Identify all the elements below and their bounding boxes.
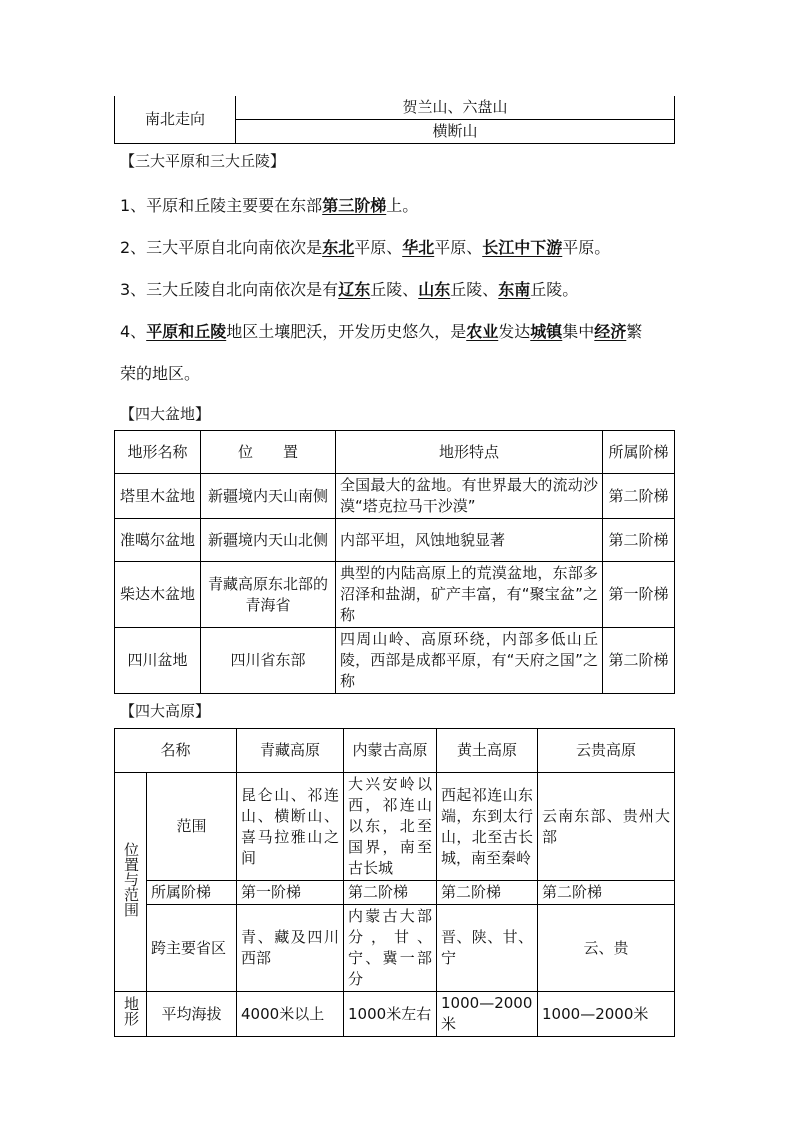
plateau-cell: 第二阶梯 xyxy=(344,881,437,905)
plateau-cell: 1000—2000米 xyxy=(538,992,675,1037)
basin-features: 内部平坦，风蚀地貌显著 xyxy=(336,519,603,562)
top-table xyxy=(114,96,675,144)
basin-features: 四周山岭、高原环绕，内部多低山丘陵，西部是成都平原，有“天府之国”之称 xyxy=(336,628,603,694)
basin-step: 第二阶梯 xyxy=(603,474,675,519)
mountain-row-1: 贺兰山、六盘山 xyxy=(236,96,675,120)
basin-location: 新疆境内天山南侧 xyxy=(201,474,336,519)
plateau-cell: 西起祁连山东端，东到太行山，北至古长城，南至秦岭 xyxy=(437,773,538,881)
plains-item-3: 3、三大丘陵自北向南依次是有辽东丘陵、山东丘陵、东南丘陵。 xyxy=(120,280,579,299)
basins-header-features: 地形特点 xyxy=(336,431,603,474)
basin-step: 第二阶梯 xyxy=(603,628,675,694)
plateau-cell: 4000米以上 xyxy=(237,992,344,1037)
basins-header-step: 所属阶梯 xyxy=(603,431,675,474)
basin-step: 第一阶梯 xyxy=(603,562,675,628)
table-row xyxy=(115,628,675,694)
table-row xyxy=(115,474,675,519)
row-label-provinces: 跨主要省区 xyxy=(147,905,237,992)
plains-item-4-line-2: 荣的地区。 xyxy=(120,364,201,383)
plateau-cell: 第二阶梯 xyxy=(437,881,538,905)
basins-header-location: 位 置 xyxy=(201,431,336,474)
table-row xyxy=(115,562,675,628)
plateau-cell: 云南东部、贵州大部 xyxy=(538,773,675,881)
table-row xyxy=(115,881,675,905)
basin-features: 全国最大的盆地。有世界最大的流动沙漠“塔克拉马干沙漠” xyxy=(336,474,603,519)
plateaus-header-qinghai-tibet: 青藏高原 xyxy=(237,729,344,773)
basin-name: 准噶尔盆地 xyxy=(115,519,201,562)
basin-step: 第二阶梯 xyxy=(603,519,675,562)
basin-name: 四川盆地 xyxy=(115,628,201,694)
basin-features: 典型的内陆高原上的荒漠盆地，东部多沼泽和盐湖，矿产丰富，有“聚宝盆”之称 xyxy=(336,562,603,628)
basin-name: 柴达木盆地 xyxy=(115,562,201,628)
plateau-cell: 第一阶梯 xyxy=(237,881,344,905)
table-row xyxy=(115,992,675,1037)
plateau-cell: 第二阶梯 xyxy=(538,881,675,905)
plateau-cell: 青、藏及四川西部 xyxy=(237,905,344,992)
plateaus-heading: 【四大高原】 xyxy=(120,702,211,720)
plateaus-header-name: 名称 xyxy=(115,729,237,773)
plateaus-table xyxy=(114,728,675,1037)
mountain-row-2: 横断山 xyxy=(236,120,675,144)
direction-label: 南北走向 xyxy=(115,96,236,144)
plateau-cell: 1000米左右 xyxy=(344,992,437,1037)
table-row xyxy=(115,773,675,881)
plateau-cell: 内蒙古大部分，甘、宁、冀一部分 xyxy=(344,905,437,992)
plateau-cell: 大兴安岭以西，祁连山以东，北至国界，南至古长城 xyxy=(344,773,437,881)
table-row xyxy=(115,905,675,992)
basin-location: 新疆境内天山北侧 xyxy=(201,519,336,562)
plateau-cell: 1000—2000米 xyxy=(437,992,538,1037)
basins-table xyxy=(114,430,675,694)
plains-hills-heading: 【三大平原和三大丘陵】 xyxy=(120,152,286,170)
plateau-cell: 云、贵 xyxy=(538,905,675,992)
basins-heading: 【四大盆地】 xyxy=(120,405,211,423)
basin-location: 青藏高原东北部的青海省 xyxy=(201,562,336,628)
group-label-location: 位置与范围 xyxy=(115,773,147,992)
plateaus-header-loess: 黄土高原 xyxy=(437,729,538,773)
basin-location: 四川省东部 xyxy=(201,628,336,694)
plateaus-header-yungui: 云贵高原 xyxy=(538,729,675,773)
plateau-cell: 晋、陕、甘、宁 xyxy=(437,905,538,992)
plateau-cell: 昆仑山、祁连山、横断山、喜马拉雅山之间 xyxy=(237,773,344,881)
row-label-step: 所属阶梯 xyxy=(147,881,237,905)
plains-item-2: 2、三大平原自北向南依次是东北平原、华北平原、长江中下游平原。 xyxy=(120,238,611,257)
plains-item-4: 4、平原和丘陵地区土壤肥沃，开发历史悠久，是农业发达城镇集中经济繁 xyxy=(120,322,643,341)
basin-name: 塔里木盆地 xyxy=(115,474,201,519)
table-row xyxy=(115,519,675,562)
plateaus-header-inner-mongolia: 内蒙古高原 xyxy=(344,729,437,773)
group-label-terrain: 地形 xyxy=(115,992,147,1037)
row-label-altitude: 平均海拔 xyxy=(147,992,237,1037)
row-label-range: 范围 xyxy=(147,773,237,881)
plains-item-1: 1、平原和丘陵主要要在东部第三阶梯上。 xyxy=(120,196,419,215)
basins-header-name: 地形名称 xyxy=(115,431,201,474)
